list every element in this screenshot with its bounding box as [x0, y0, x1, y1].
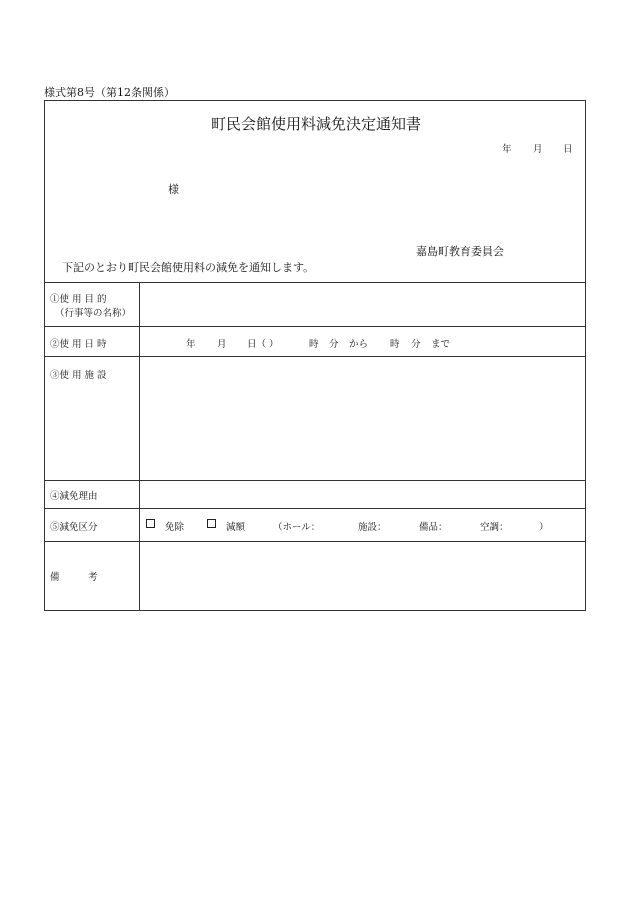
datetime-from: から: [349, 339, 369, 350]
column-divider: [139, 282, 140, 611]
datetime-min-start: 分: [329, 339, 339, 350]
row-divider: [45, 508, 585, 509]
category-label: ⑤減免区分: [50, 522, 98, 533]
notice-text: 下記のとおり町民会館使用料の減免を通知します。: [62, 261, 315, 274]
exempt-label: 免除: [165, 522, 185, 533]
document-title: 町民会館使用料減免決定通知書: [210, 115, 421, 133]
datetime-min-end: 分: [411, 339, 421, 350]
row-divider: [45, 356, 585, 357]
form-number-label: 様式第8号（第12条関係）: [44, 86, 175, 99]
purpose-sublabel: （行事等の名称）: [55, 308, 132, 319]
addressee-suffix: 様: [168, 183, 179, 196]
datetime-until: まで: [431, 339, 451, 350]
row-divider: [45, 480, 585, 481]
reason-label: ④減免理由: [50, 491, 98, 502]
datetime-hour-start: 時: [309, 339, 319, 350]
datetime-year: 年: [186, 339, 196, 350]
datetime-day: 日（ ）: [247, 339, 279, 350]
row-divider: [45, 326, 585, 327]
purpose-label: ①使 用 目 的: [50, 294, 107, 305]
datetime-hour-end: 時: [390, 339, 400, 350]
category-close: ）: [539, 522, 549, 533]
category-equipment: 備品：: [419, 522, 448, 533]
category-facility: 施設：: [358, 522, 387, 533]
date-day: 日: [563, 144, 573, 155]
table-top-border: [45, 282, 585, 283]
category-aircon: 空調：: [480, 522, 509, 533]
date-month: 月: [533, 144, 543, 155]
category-hall: （ホール：: [273, 522, 321, 533]
datetime-label: ②使 用 日 時: [50, 339, 107, 350]
exempt-checkbox[interactable]: [146, 519, 155, 531]
issuer-name: 嘉島町教育委員会: [416, 245, 504, 258]
notice-form: [44, 100, 586, 611]
reduce-checkbox[interactable]: [207, 519, 216, 531]
reduce-label: 減額: [226, 522, 246, 533]
date-year: 年: [502, 144, 512, 155]
datetime-month: 月: [217, 339, 227, 350]
facility-label: ③使 用 施 設: [50, 370, 107, 381]
remarks-label: 備 考: [50, 572, 98, 583]
row-divider: [45, 541, 585, 542]
